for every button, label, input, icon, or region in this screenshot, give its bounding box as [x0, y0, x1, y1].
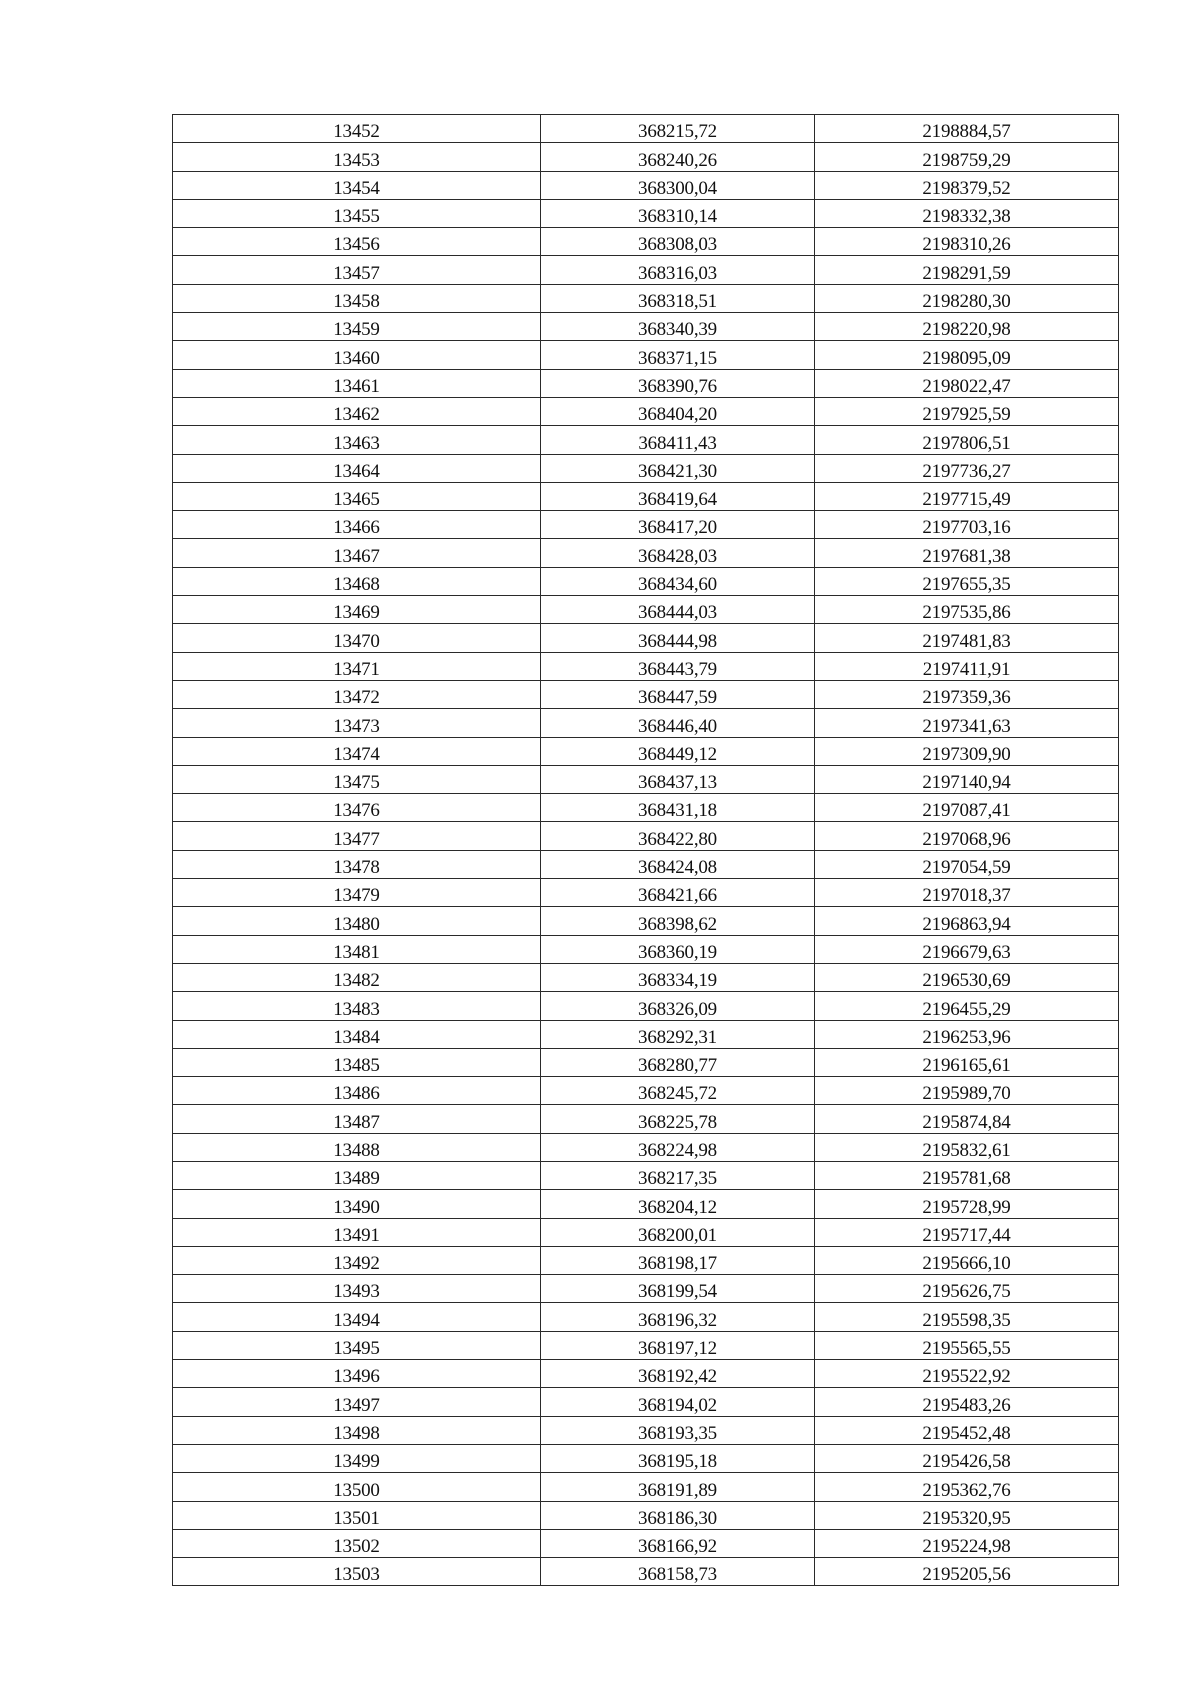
table-row	[173, 794, 1119, 822]
x-coordinate-cell: 368292,31	[541, 1020, 815, 1048]
y-coordinate-cell: 2195989,70	[815, 1077, 1119, 1105]
y-coordinate-cell: 2198332,38	[815, 199, 1119, 227]
y-coordinate-cell: 2198379,52	[815, 171, 1119, 199]
y-coordinate-cell: 2196165,61	[815, 1048, 1119, 1076]
point-number-cell: 13489	[173, 1161, 541, 1189]
table-row	[173, 256, 1119, 284]
table-row	[173, 482, 1119, 510]
point-number-cell: 13490	[173, 1190, 541, 1218]
point-number-cell: 13457	[173, 256, 541, 284]
table-row	[173, 624, 1119, 652]
table-row	[173, 1246, 1119, 1274]
table-row	[173, 596, 1119, 624]
x-coordinate-cell: 368166,92	[541, 1529, 815, 1557]
point-number-cell: 13465	[173, 482, 541, 510]
table-row	[173, 1077, 1119, 1105]
point-number-cell: 13492	[173, 1246, 541, 1274]
point-number-cell: 13464	[173, 454, 541, 482]
x-coordinate-cell: 368195,18	[541, 1444, 815, 1472]
point-number-cell: 13486	[173, 1077, 541, 1105]
y-coordinate-cell: 2196253,96	[815, 1020, 1119, 1048]
x-coordinate-cell: 368199,54	[541, 1275, 815, 1303]
table-row	[173, 199, 1119, 227]
x-coordinate-cell: 368194,02	[541, 1388, 815, 1416]
point-number-cell: 13460	[173, 341, 541, 369]
table-row	[173, 935, 1119, 963]
y-coordinate-cell: 2195205,56	[815, 1558, 1119, 1586]
y-coordinate-cell: 2198280,30	[815, 284, 1119, 312]
y-coordinate-cell: 2198291,59	[815, 256, 1119, 284]
x-coordinate-cell: 368428,03	[541, 539, 815, 567]
table-row	[173, 567, 1119, 595]
point-number-cell: 13485	[173, 1048, 541, 1076]
y-coordinate-cell: 2195522,92	[815, 1360, 1119, 1388]
table-row	[173, 397, 1119, 425]
y-coordinate-cell: 2195626,75	[815, 1275, 1119, 1303]
y-coordinate-cell: 2195565,55	[815, 1331, 1119, 1359]
table-row	[173, 454, 1119, 482]
table-row	[173, 313, 1119, 341]
table-row	[173, 1501, 1119, 1529]
x-coordinate-cell: 368424,08	[541, 850, 815, 878]
x-coordinate-cell: 368300,04	[541, 171, 815, 199]
y-coordinate-cell: 2195717,44	[815, 1218, 1119, 1246]
table-row	[173, 1161, 1119, 1189]
y-coordinate-cell: 2197309,90	[815, 737, 1119, 765]
point-number-cell: 13478	[173, 850, 541, 878]
point-number-cell: 13487	[173, 1105, 541, 1133]
table-row	[173, 1360, 1119, 1388]
table-row	[173, 1190, 1119, 1218]
point-number-cell: 13496	[173, 1360, 541, 1388]
table-row	[173, 1048, 1119, 1076]
y-coordinate-cell: 2195666,10	[815, 1246, 1119, 1274]
point-number-cell: 13472	[173, 680, 541, 708]
x-coordinate-cell: 368240,26	[541, 143, 815, 171]
table-row	[173, 680, 1119, 708]
point-number-cell: 13500	[173, 1473, 541, 1501]
y-coordinate-cell: 2196863,94	[815, 907, 1119, 935]
y-coordinate-cell: 2195781,68	[815, 1161, 1119, 1189]
point-number-cell: 13502	[173, 1529, 541, 1557]
table-row	[173, 850, 1119, 878]
y-coordinate-cell: 2197806,51	[815, 426, 1119, 454]
y-coordinate-cell: 2197018,37	[815, 879, 1119, 907]
x-coordinate-cell: 368192,42	[541, 1360, 815, 1388]
y-coordinate-cell: 2197703,16	[815, 511, 1119, 539]
y-coordinate-cell: 2195874,84	[815, 1105, 1119, 1133]
x-coordinate-cell: 368421,30	[541, 454, 815, 482]
y-coordinate-cell: 2195452,48	[815, 1416, 1119, 1444]
y-coordinate-cell: 2197068,96	[815, 822, 1119, 850]
y-coordinate-cell: 2196530,69	[815, 963, 1119, 991]
x-coordinate-cell: 368326,09	[541, 992, 815, 1020]
x-coordinate-cell: 368310,14	[541, 199, 815, 227]
table-row	[173, 879, 1119, 907]
x-coordinate-cell: 368196,32	[541, 1303, 815, 1331]
table-row	[173, 426, 1119, 454]
x-coordinate-cell: 368217,35	[541, 1161, 815, 1189]
x-coordinate-cell: 368224,98	[541, 1133, 815, 1161]
point-number-cell: 13452	[173, 115, 541, 143]
y-coordinate-cell: 2197411,91	[815, 652, 1119, 680]
x-coordinate-cell: 368316,03	[541, 256, 815, 284]
x-coordinate-cell: 368215,72	[541, 115, 815, 143]
table-row	[173, 228, 1119, 256]
point-number-cell: 13494	[173, 1303, 541, 1331]
table-row	[173, 1388, 1119, 1416]
x-coordinate-cell: 368437,13	[541, 765, 815, 793]
point-number-cell: 13503	[173, 1558, 541, 1586]
x-coordinate-cell: 368191,89	[541, 1473, 815, 1501]
y-coordinate-cell: 2197925,59	[815, 397, 1119, 425]
x-coordinate-cell: 368444,03	[541, 596, 815, 624]
table-row	[173, 1303, 1119, 1331]
y-coordinate-cell: 2197736,27	[815, 454, 1119, 482]
table-row	[173, 539, 1119, 567]
table-row	[173, 765, 1119, 793]
y-coordinate-cell: 2198310,26	[815, 228, 1119, 256]
point-number-cell: 13499	[173, 1444, 541, 1472]
point-number-cell: 13473	[173, 709, 541, 737]
y-coordinate-cell: 2197655,35	[815, 567, 1119, 595]
x-coordinate-cell: 368443,79	[541, 652, 815, 680]
x-coordinate-cell: 368245,72	[541, 1077, 815, 1105]
point-number-cell: 13497	[173, 1388, 541, 1416]
table-row	[173, 992, 1119, 1020]
y-coordinate-cell: 2198884,57	[815, 115, 1119, 143]
point-number-cell: 13483	[173, 992, 541, 1020]
x-coordinate-cell: 368371,15	[541, 341, 815, 369]
point-number-cell: 13482	[173, 963, 541, 991]
x-coordinate-cell: 368186,30	[541, 1501, 815, 1529]
x-coordinate-cell: 368360,19	[541, 935, 815, 963]
table-row	[173, 115, 1119, 143]
point-number-cell: 13453	[173, 143, 541, 171]
point-number-cell: 13456	[173, 228, 541, 256]
x-coordinate-cell: 368318,51	[541, 284, 815, 312]
y-coordinate-cell: 2197087,41	[815, 794, 1119, 822]
y-coordinate-cell: 2195224,98	[815, 1529, 1119, 1557]
x-coordinate-cell: 368308,03	[541, 228, 815, 256]
y-coordinate-cell: 2195362,76	[815, 1473, 1119, 1501]
y-coordinate-cell: 2198759,29	[815, 143, 1119, 171]
point-number-cell: 13474	[173, 737, 541, 765]
x-coordinate-cell: 368447,59	[541, 680, 815, 708]
table-row	[173, 1133, 1119, 1161]
x-coordinate-cell: 368225,78	[541, 1105, 815, 1133]
x-coordinate-cell: 368434,60	[541, 567, 815, 595]
point-number-cell: 13479	[173, 879, 541, 907]
point-number-cell: 13462	[173, 397, 541, 425]
table-row	[173, 1218, 1119, 1246]
x-coordinate-cell: 368398,62	[541, 907, 815, 935]
x-coordinate-cell: 368421,66	[541, 879, 815, 907]
table-row	[173, 822, 1119, 850]
table-row	[173, 143, 1119, 171]
point-number-cell: 13458	[173, 284, 541, 312]
point-number-cell: 13498	[173, 1416, 541, 1444]
point-number-cell: 13493	[173, 1275, 541, 1303]
x-coordinate-cell: 368446,40	[541, 709, 815, 737]
point-number-cell: 13488	[173, 1133, 541, 1161]
table-row	[173, 1331, 1119, 1359]
y-coordinate-cell: 2197359,36	[815, 680, 1119, 708]
table-row	[173, 1473, 1119, 1501]
point-number-cell: 13495	[173, 1331, 541, 1359]
y-coordinate-cell: 2198022,47	[815, 369, 1119, 397]
point-number-cell: 13467	[173, 539, 541, 567]
point-number-cell: 13481	[173, 935, 541, 963]
point-number-cell: 13477	[173, 822, 541, 850]
y-coordinate-cell: 2195832,61	[815, 1133, 1119, 1161]
table-row	[173, 1416, 1119, 1444]
point-number-cell: 13469	[173, 596, 541, 624]
x-coordinate-cell: 368193,35	[541, 1416, 815, 1444]
y-coordinate-cell: 2197341,63	[815, 709, 1119, 737]
point-number-cell: 13463	[173, 426, 541, 454]
x-coordinate-cell: 368431,18	[541, 794, 815, 822]
point-number-cell: 13470	[173, 624, 541, 652]
x-coordinate-cell: 368340,39	[541, 313, 815, 341]
x-coordinate-cell: 368417,20	[541, 511, 815, 539]
point-number-cell: 13459	[173, 313, 541, 341]
y-coordinate-cell: 2196455,29	[815, 992, 1119, 1020]
y-coordinate-cell: 2196679,63	[815, 935, 1119, 963]
table-row	[173, 737, 1119, 765]
point-number-cell: 13484	[173, 1020, 541, 1048]
x-coordinate-cell: 368197,12	[541, 1331, 815, 1359]
y-coordinate-cell: 2195728,99	[815, 1190, 1119, 1218]
point-number-cell: 13466	[173, 511, 541, 539]
x-coordinate-cell: 368158,73	[541, 1558, 815, 1586]
coordinates-table	[172, 114, 1119, 1586]
x-coordinate-cell: 368200,01	[541, 1218, 815, 1246]
table-row	[173, 511, 1119, 539]
point-number-cell: 13471	[173, 652, 541, 680]
point-number-cell: 13491	[173, 1218, 541, 1246]
table-row	[173, 907, 1119, 935]
table-row	[173, 652, 1119, 680]
y-coordinate-cell: 2197715,49	[815, 482, 1119, 510]
y-coordinate-cell: 2195598,35	[815, 1303, 1119, 1331]
y-coordinate-cell: 2198095,09	[815, 341, 1119, 369]
y-coordinate-cell: 2195483,26	[815, 1388, 1119, 1416]
y-coordinate-cell: 2197140,94	[815, 765, 1119, 793]
point-number-cell: 13476	[173, 794, 541, 822]
table-row	[173, 171, 1119, 199]
x-coordinate-cell: 368419,64	[541, 482, 815, 510]
x-coordinate-cell: 368390,76	[541, 369, 815, 397]
y-coordinate-cell: 2197535,86	[815, 596, 1119, 624]
x-coordinate-cell: 368444,98	[541, 624, 815, 652]
y-coordinate-cell: 2197054,59	[815, 850, 1119, 878]
x-coordinate-cell: 368411,43	[541, 426, 815, 454]
table-row	[173, 369, 1119, 397]
coordinates-table-body	[173, 115, 1119, 1586]
point-number-cell: 13475	[173, 765, 541, 793]
x-coordinate-cell: 368280,77	[541, 1048, 815, 1076]
table-row	[173, 1105, 1119, 1133]
table-row	[173, 341, 1119, 369]
x-coordinate-cell: 368422,80	[541, 822, 815, 850]
y-coordinate-cell: 2195426,58	[815, 1444, 1119, 1472]
x-coordinate-cell: 368449,12	[541, 737, 815, 765]
y-coordinate-cell: 2197481,83	[815, 624, 1119, 652]
table-row	[173, 709, 1119, 737]
table-row	[173, 1558, 1119, 1586]
table-row	[173, 1020, 1119, 1048]
x-coordinate-cell: 368334,19	[541, 963, 815, 991]
point-number-cell: 13468	[173, 567, 541, 595]
y-coordinate-cell: 2197681,38	[815, 539, 1119, 567]
y-coordinate-cell: 2195320,95	[815, 1501, 1119, 1529]
point-number-cell: 13480	[173, 907, 541, 935]
x-coordinate-cell: 368204,12	[541, 1190, 815, 1218]
table-row	[173, 1529, 1119, 1557]
point-number-cell: 13501	[173, 1501, 541, 1529]
table-row	[173, 1275, 1119, 1303]
table-row	[173, 284, 1119, 312]
point-number-cell: 13454	[173, 171, 541, 199]
point-number-cell: 13461	[173, 369, 541, 397]
point-number-cell: 13455	[173, 199, 541, 227]
x-coordinate-cell: 368198,17	[541, 1246, 815, 1274]
x-coordinate-cell: 368404,20	[541, 397, 815, 425]
y-coordinate-cell: 2198220,98	[815, 313, 1119, 341]
table-row	[173, 963, 1119, 991]
table-row	[173, 1444, 1119, 1472]
